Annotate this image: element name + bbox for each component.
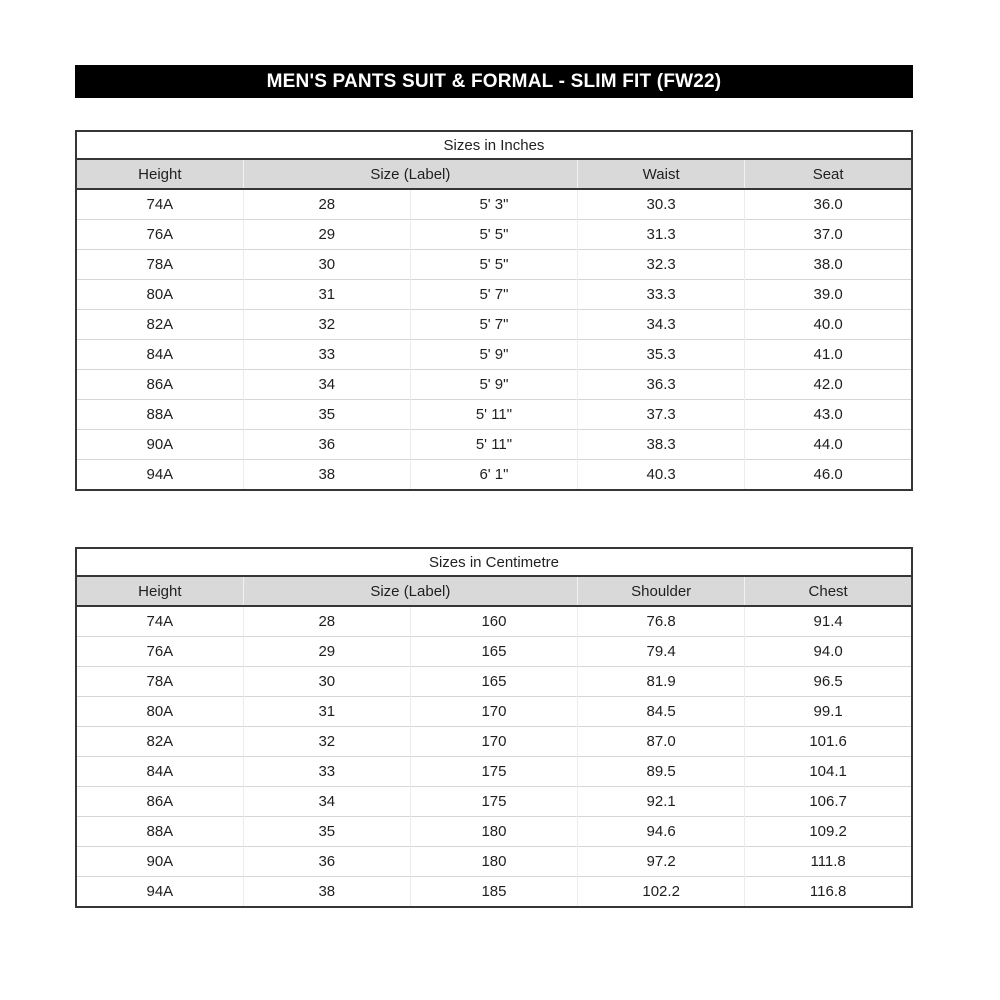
- sizes-in-centimetre-table: [75, 547, 913, 908]
- column-header-size-label: Size (Label): [243, 159, 577, 189]
- table-cell: 111.8: [745, 847, 912, 877]
- table-row: [76, 370, 912, 400]
- table-cell: 42.0: [745, 370, 912, 400]
- table-cell: 29: [243, 637, 410, 667]
- table-cell: 34.3: [578, 310, 745, 340]
- table-cell: 90A: [76, 430, 243, 460]
- table-cell: 94.0: [745, 637, 912, 667]
- table-cell: 38: [243, 877, 410, 908]
- table-cell: 99.1: [745, 697, 912, 727]
- table-cell: 6' 1": [410, 460, 577, 491]
- table-cell: 36: [243, 847, 410, 877]
- table-row: [76, 847, 912, 877]
- table-row: [76, 400, 912, 430]
- table-row: [76, 220, 912, 250]
- table-cell: 5' 5": [410, 220, 577, 250]
- table-cell: 35: [243, 400, 410, 430]
- page-title: MEN'S PANTS SUIT & FORMAL - SLIM FIT (FW22): [266, 70, 722, 92]
- table-row: [76, 787, 912, 817]
- table-cell: 86A: [76, 370, 243, 400]
- table-cell: 41.0: [745, 340, 912, 370]
- table-cell: 76.8: [578, 606, 745, 637]
- table-cell: 36.0: [745, 189, 912, 220]
- table-title: Sizes in Inches: [76, 131, 912, 159]
- table-cell: 34: [243, 370, 410, 400]
- table-cell: 78A: [76, 667, 243, 697]
- table-row: [76, 250, 912, 280]
- table-cell: 39.0: [745, 280, 912, 310]
- table-cell: 79.4: [578, 637, 745, 667]
- table-cell: 36.3: [578, 370, 745, 400]
- table-cell: 31: [243, 280, 410, 310]
- sizes-in-inches-table: [75, 130, 913, 491]
- table-row: [76, 637, 912, 667]
- table-cell: 96.5: [745, 667, 912, 697]
- table-cell: 90A: [76, 847, 243, 877]
- table-cell: 92.1: [578, 787, 745, 817]
- table-cell: 170: [410, 727, 577, 757]
- table-cell: 74A: [76, 189, 243, 220]
- table-row: [76, 817, 912, 847]
- table-cell: 76A: [76, 637, 243, 667]
- table-row: [76, 697, 912, 727]
- table-cell: 28: [243, 189, 410, 220]
- table-cell: 91.4: [745, 606, 912, 637]
- table-cell: 37.0: [745, 220, 912, 250]
- table-cell: 31: [243, 697, 410, 727]
- table-cell: 32.3: [578, 250, 745, 280]
- table-cell: 94A: [76, 460, 243, 491]
- table-cell: 36: [243, 430, 410, 460]
- table-cell: 185: [410, 877, 577, 908]
- table-cell: 165: [410, 667, 577, 697]
- table-cell: 38.0: [745, 250, 912, 280]
- table-cell: 76A: [76, 220, 243, 250]
- table-cell: 5' 5": [410, 250, 577, 280]
- table-cell: 30: [243, 667, 410, 697]
- table-row: [76, 460, 912, 491]
- table-cell: 170: [410, 697, 577, 727]
- table-cell: 101.6: [745, 727, 912, 757]
- table-cell: 180: [410, 817, 577, 847]
- table-row: [76, 430, 912, 460]
- column-header-height: Height: [76, 576, 243, 606]
- table-cell: 74A: [76, 606, 243, 637]
- table-cell: 97.2: [578, 847, 745, 877]
- table-cell: 29: [243, 220, 410, 250]
- table-cell: 116.8: [745, 877, 912, 908]
- table-cell: 94A: [76, 877, 243, 908]
- table-cell: 84A: [76, 340, 243, 370]
- table-cell: 160: [410, 606, 577, 637]
- table-cell: 106.7: [745, 787, 912, 817]
- table-cell: 86A: [76, 787, 243, 817]
- table-cell: 33: [243, 757, 410, 787]
- column-header-waist: Waist: [578, 159, 745, 189]
- table-cell: 30.3: [578, 189, 745, 220]
- table-cell: 109.2: [745, 817, 912, 847]
- table-cell: 5' 7": [410, 280, 577, 310]
- table-cell: 84A: [76, 757, 243, 787]
- table-cell: 30: [243, 250, 410, 280]
- table-row: [76, 727, 912, 757]
- column-header-shoulder: Shoulder: [578, 576, 745, 606]
- table-cell: 43.0: [745, 400, 912, 430]
- table-cell: 5' 3": [410, 189, 577, 220]
- table-cell: 82A: [76, 310, 243, 340]
- table-cell: 102.2: [578, 877, 745, 908]
- table-cell: 80A: [76, 280, 243, 310]
- table-cell: 33.3: [578, 280, 745, 310]
- column-header-seat: Seat: [745, 159, 912, 189]
- table-cell: 81.9: [578, 667, 745, 697]
- table-cell: 37.3: [578, 400, 745, 430]
- table-cell: 180: [410, 847, 577, 877]
- table-cell: 35: [243, 817, 410, 847]
- table-cell: 89.5: [578, 757, 745, 787]
- table-cell: 34: [243, 787, 410, 817]
- table-cell: 28: [243, 606, 410, 637]
- table-cell: 5' 9": [410, 340, 577, 370]
- table-cell: 5' 7": [410, 310, 577, 340]
- table-cell: 84.5: [578, 697, 745, 727]
- table-cell: 88A: [76, 817, 243, 847]
- table-cell: 94.6: [578, 817, 745, 847]
- table-row: [76, 757, 912, 787]
- table-cell: 80A: [76, 697, 243, 727]
- table-cell: 40.0: [745, 310, 912, 340]
- table-title: Sizes in Centimetre: [76, 548, 912, 576]
- table-cell: 5' 9": [410, 370, 577, 400]
- table-cell: 82A: [76, 727, 243, 757]
- table-cell: 175: [410, 787, 577, 817]
- table-cell: 38: [243, 460, 410, 491]
- table-row: [76, 667, 912, 697]
- table-cell: 78A: [76, 250, 243, 280]
- table-cell: 32: [243, 310, 410, 340]
- column-header-height: Height: [76, 159, 243, 189]
- table-cell: 104.1: [745, 757, 912, 787]
- title-banner: [75, 65, 913, 98]
- table-row: [76, 877, 912, 908]
- table-cell: 87.0: [578, 727, 745, 757]
- table-cell: 5' 11": [410, 400, 577, 430]
- table-cell: 175: [410, 757, 577, 787]
- table-row: [76, 280, 912, 310]
- table-row: [76, 310, 912, 340]
- table-cell: 40.3: [578, 460, 745, 491]
- table-cell: 38.3: [578, 430, 745, 460]
- column-header-size-label: Size (Label): [243, 576, 577, 606]
- table-cell: 5' 11": [410, 430, 577, 460]
- table-row: [76, 606, 912, 637]
- table-cell: 31.3: [578, 220, 745, 250]
- table-cell: 46.0: [745, 460, 912, 491]
- table-cell: 88A: [76, 400, 243, 430]
- table-cell: 44.0: [745, 430, 912, 460]
- table-cell: 35.3: [578, 340, 745, 370]
- table-cell: 32: [243, 727, 410, 757]
- table-row: [76, 340, 912, 370]
- table-cell: 33: [243, 340, 410, 370]
- column-header-chest: Chest: [745, 576, 912, 606]
- table-cell: 165: [410, 637, 577, 667]
- table-row: [76, 189, 912, 220]
